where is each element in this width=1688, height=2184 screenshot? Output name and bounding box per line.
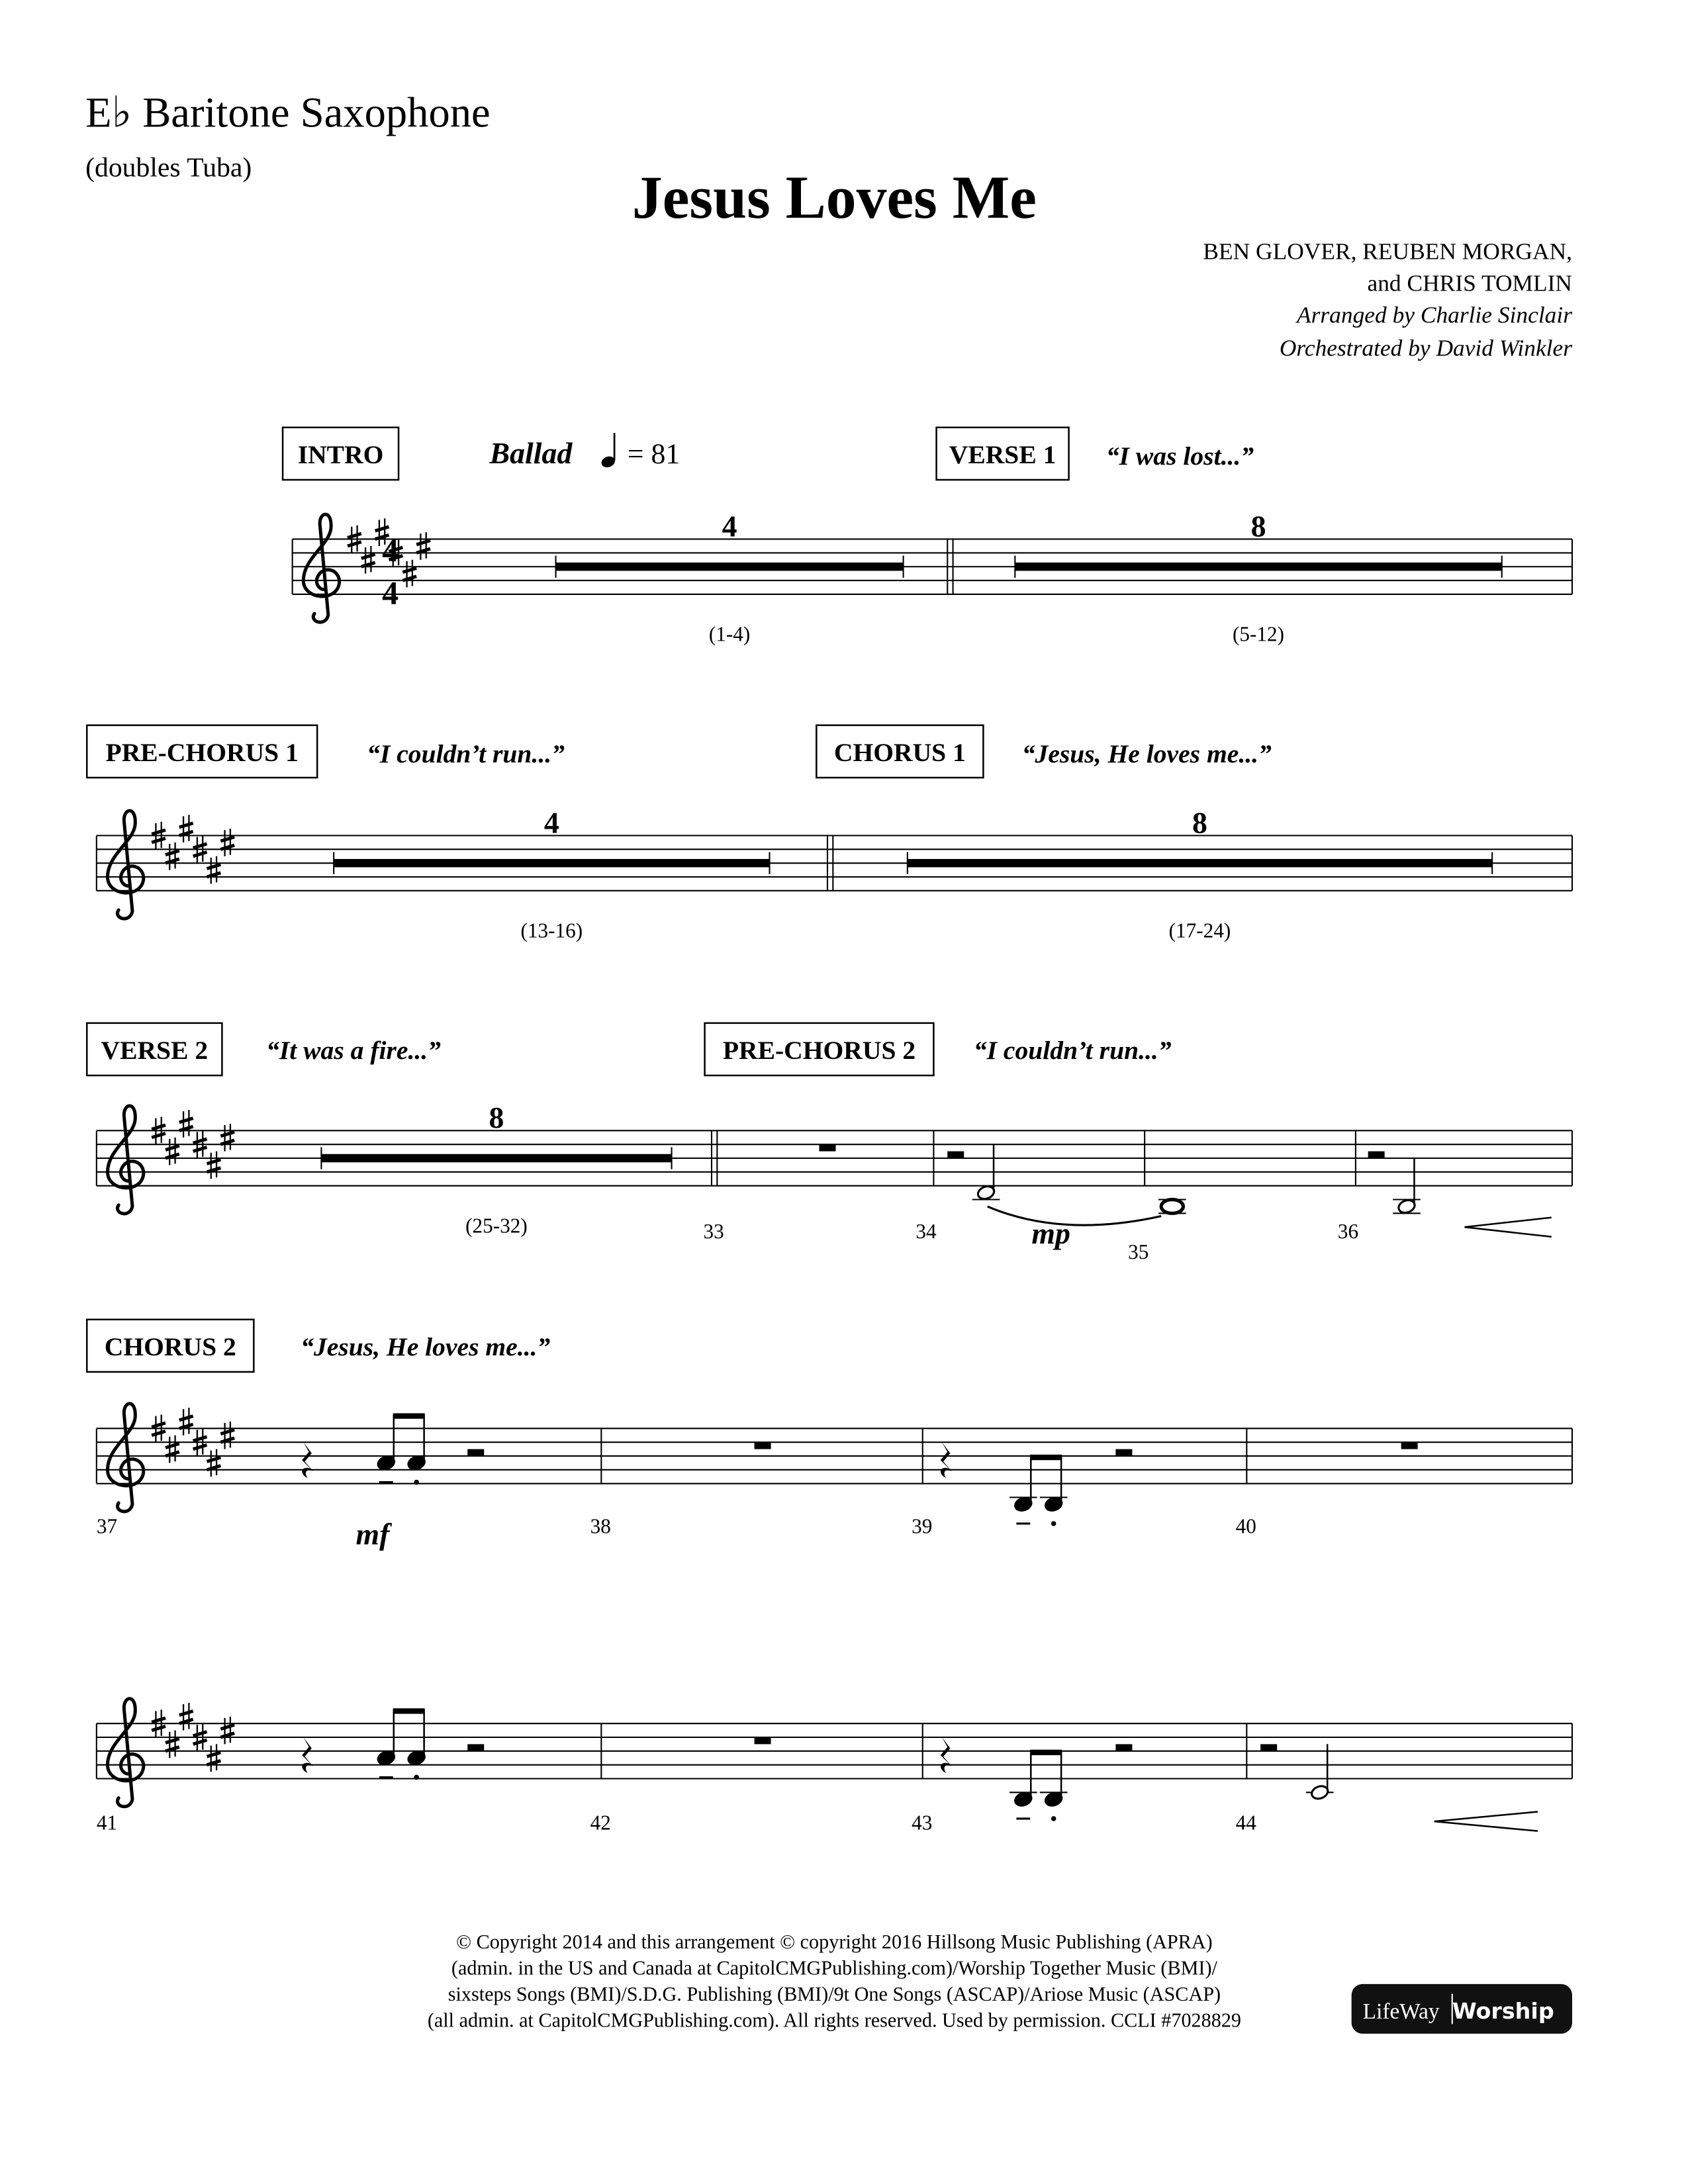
- quarter-rest: [941, 1442, 952, 1478]
- multi-measure-rest: [908, 859, 1492, 868]
- sharp-stroke: [193, 852, 207, 856]
- sharp-icon: [220, 1422, 234, 1449]
- multi-measure-rest: [556, 563, 904, 571]
- half-rest: [1115, 1449, 1132, 1456]
- measure-number: 38: [590, 1514, 611, 1538]
- staccato-mark: [1051, 1816, 1056, 1821]
- sharp-stroke: [193, 1437, 207, 1441]
- crescendo-hairpin: [1465, 1218, 1552, 1237]
- staff: [97, 1404, 1572, 1512]
- sharp-stroke: [152, 1432, 165, 1435]
- section-label: VERSE 1: [949, 440, 1056, 469]
- section-label: INTRO: [297, 440, 384, 469]
- staff: [97, 1106, 1572, 1214]
- sharp-stroke: [207, 1752, 221, 1756]
- sharp-icon: [165, 842, 179, 870]
- section-label: CHORUS 1: [833, 738, 966, 767]
- multi-measure-rest: [334, 859, 769, 868]
- sharp-stroke: [220, 1725, 234, 1729]
- copyright-line: © Copyright 2014 and this arrangement © copyright 2016 Hillsong Music Publishing (APRA): [456, 1930, 1213, 1953]
- sharp-icon: [220, 1124, 234, 1152]
- sharp-stroke: [165, 1443, 179, 1447]
- composers-line1: BEN GLOVER, REUBEN MORGAN,: [1203, 238, 1572, 265]
- half-rest: [947, 1152, 964, 1158]
- sharp-stroke: [220, 1132, 234, 1136]
- sharp-icon: [220, 829, 234, 856]
- section-pre-chorus-2: [705, 1023, 934, 1075]
- sharp-icon: [207, 1152, 221, 1179]
- beam: [393, 1413, 425, 1418]
- rest-count: 8: [489, 1101, 504, 1135]
- sharp-icon: [179, 1408, 193, 1435]
- lyric-cue: “I was lost...”: [1105, 441, 1254, 471]
- section-label: PRE-CHORUS 2: [722, 1036, 916, 1065]
- sharp-icon: [220, 1717, 234, 1745]
- composers-line2: and CHRIS TOMLIN: [1367, 269, 1572, 296]
- lyric-cue: “I couldn’t run...”: [973, 1036, 1172, 1065]
- sharp-icon: [416, 532, 430, 560]
- eighth-note: [1040, 1751, 1068, 1808]
- eighth-note: [406, 1709, 426, 1766]
- half-rest: [467, 1744, 484, 1751]
- dynamic-marking: mp: [1031, 1216, 1070, 1251]
- sharp-stroke: [179, 1416, 193, 1420]
- sharp-stroke: [193, 1147, 207, 1151]
- instrument-doubles: (doubles Tuba): [85, 152, 252, 183]
- section-verse-1: [937, 428, 1069, 480]
- slur: [988, 1206, 1162, 1225]
- sharp-stroke: [193, 1740, 207, 1744]
- notehead: [1161, 1200, 1183, 1214]
- section-intro: [283, 428, 399, 480]
- measure-range: (13-16): [520, 919, 583, 942]
- whole-rest: [755, 1442, 771, 1449]
- logo-worship: Worship: [1452, 1998, 1554, 2025]
- staff: [97, 1699, 1572, 1807]
- eighth-note: [1009, 1751, 1037, 1808]
- sharp-stroke: [361, 555, 375, 559]
- half-note: [1306, 1744, 1334, 1801]
- measure-range: (1-4): [708, 622, 751, 646]
- eighth-note: [377, 1709, 397, 1766]
- measure-range: (5-12): [1233, 622, 1285, 646]
- measure-range: (25-32): [465, 1214, 528, 1238]
- sharp-icon: [207, 1744, 221, 1772]
- sharp-stroke: [402, 568, 416, 572]
- half-note: [972, 1144, 1000, 1201]
- lyric-cue: “It was a fire...”: [266, 1036, 441, 1065]
- measure-number: 37: [96, 1514, 118, 1538]
- arranger-credit: Arranged by Charlie Sinclair: [1297, 301, 1572, 328]
- measure-number: 34: [915, 1219, 937, 1243]
- sharp-icon: [179, 1703, 193, 1731]
- measure-range: (17-24): [1168, 919, 1231, 942]
- tempo-style: Ballad: [489, 436, 573, 471]
- measure-number: 42: [590, 1811, 611, 1835]
- quarter-rest: [941, 1737, 952, 1773]
- sharp-stroke: [152, 1726, 165, 1730]
- measure-number: 36: [1337, 1219, 1359, 1243]
- sharp-stroke: [152, 830, 165, 834]
- dynamic-marking: mf: [355, 1517, 390, 1551]
- staccato-mark: [1051, 1521, 1056, 1526]
- section-pre-chorus-1: [87, 725, 317, 778]
- measure-number: 39: [912, 1514, 933, 1538]
- section-chorus-1: [816, 725, 983, 778]
- section-verse-2: [87, 1023, 222, 1075]
- tempo-bpm: = 81: [627, 438, 680, 471]
- rest-count: 4: [722, 509, 737, 543]
- lyric-cue: “Jesus, He loves me...”: [301, 1332, 551, 1361]
- sharp-stroke: [416, 541, 430, 545]
- sharp-stroke: [193, 1732, 207, 1736]
- sharp-icon: [207, 1449, 221, 1477]
- beam: [393, 1708, 425, 1713]
- page-title: Jesus Loves Me: [632, 163, 1037, 232]
- copyright-line: (all admin. at CapitolCMGPublishing.com). All rights reserved. Used by permission. CCLI #7028829: [427, 2009, 1242, 2032]
- sharp-stroke: [152, 1718, 165, 1722]
- sharp-stroke: [165, 1739, 179, 1743]
- rest-count: 8: [1250, 509, 1266, 543]
- whole-rest: [820, 1144, 836, 1151]
- lyric-cue: “Jesus, He loves me...”: [1021, 739, 1272, 769]
- quarter-rest: [302, 1442, 313, 1478]
- orchestrator-credit: Orchestrated by David Winkler: [1279, 334, 1572, 361]
- sharp-stroke: [152, 1423, 165, 1427]
- sharp-stroke: [179, 823, 193, 827]
- multi-measure-rest: [1015, 563, 1501, 571]
- whole-rest: [755, 1737, 771, 1744]
- eighth-note: [1040, 1456, 1068, 1513]
- sharp-icon: [207, 856, 221, 884]
- half-rest: [1115, 1744, 1132, 1751]
- treble-clef-icon: [108, 1699, 144, 1807]
- sharp-stroke: [207, 864, 221, 868]
- sharp-stroke: [152, 1134, 165, 1138]
- measure-number: 35: [1128, 1240, 1149, 1264]
- measure-number: 44: [1235, 1811, 1256, 1835]
- whole-note: [1158, 1200, 1186, 1214]
- sharp-stroke: [179, 1711, 193, 1715]
- sharp-stroke: [375, 527, 389, 531]
- sharp-stroke: [193, 1445, 207, 1449]
- sharp-stroke: [207, 1160, 221, 1163]
- sharp-icon: [179, 815, 193, 842]
- eighth-note: [406, 1415, 426, 1472]
- sharp-icon: [165, 1138, 179, 1165]
- time-signature-bottom: 4: [382, 574, 399, 612]
- section-label: CHORUS 2: [104, 1332, 236, 1361]
- treble-clef-icon: [303, 514, 339, 622]
- section-label: VERSE 2: [101, 1036, 209, 1065]
- half-rest: [1260, 1744, 1277, 1751]
- measure-number: 43: [912, 1811, 933, 1835]
- copyright-line: (admin. in the US and Canada at CapitolCMGPublishing.com)/Worship Together Music (BMI)/: [451, 1956, 1217, 1979]
- sharp-stroke: [193, 844, 207, 848]
- half-rest: [1368, 1152, 1385, 1158]
- copyright-line: sixsteps Songs (BMI)/S.D.G. Publishing (BMI)/9t One Songs (ASCAP)/Ariose Music (ASCAP): [447, 1982, 1221, 2005]
- sharp-stroke: [152, 839, 165, 842]
- eighth-note: [377, 1415, 397, 1472]
- sharp-stroke: [193, 1139, 207, 1143]
- half-note: [1393, 1158, 1421, 1215]
- lyric-cue: “I couldn’t run...”: [367, 739, 565, 769]
- measure-number: 40: [1235, 1514, 1256, 1538]
- sharp-stroke: [165, 850, 179, 854]
- treble-clef-icon: [108, 811, 144, 919]
- staccato-mark: [414, 1480, 419, 1485]
- staccato-mark: [414, 1775, 419, 1780]
- half-rest: [467, 1449, 484, 1456]
- measure-number: 41: [96, 1811, 118, 1835]
- eighth-note: [1009, 1456, 1037, 1513]
- sharp-stroke: [348, 533, 361, 537]
- instrument-name: E♭ Baritone Saxophone: [85, 88, 491, 136]
- copyright-notice: [428, 1931, 1241, 2032]
- beam: [1030, 1750, 1062, 1755]
- sharp-stroke: [207, 1457, 221, 1461]
- time-signature-top: 4: [382, 531, 399, 569]
- quarter-rest: [302, 1737, 313, 1773]
- section-label: PRE-CHORUS 1: [105, 738, 299, 767]
- sharp-stroke: [348, 542, 361, 546]
- crescendo-hairpin: [1434, 1812, 1538, 1831]
- rest-count: 8: [1192, 805, 1207, 840]
- treble-clef-icon: [108, 1404, 144, 1512]
- sharp-icon: [179, 1110, 193, 1138]
- sharp-icon: [361, 546, 375, 574]
- logo-lifeway: LifeWay: [1362, 1999, 1440, 2025]
- beam: [1030, 1455, 1062, 1460]
- sharp-icon: [165, 1435, 179, 1463]
- quarter-note-icon: [600, 433, 616, 469]
- sharp-stroke: [220, 1430, 234, 1433]
- sharp-stroke: [220, 837, 234, 841]
- sharp-icon: [402, 560, 416, 588]
- section-chorus-2: [87, 1320, 254, 1372]
- rest-count: 4: [543, 805, 559, 840]
- treble-clef-icon: [108, 1106, 144, 1214]
- multi-measure-rest: [321, 1154, 671, 1163]
- sharp-stroke: [179, 1118, 193, 1122]
- sharp-stroke: [152, 1125, 165, 1129]
- measure-number: 33: [703, 1219, 724, 1243]
- music-notation: [87, 428, 1572, 1835]
- whole-rest: [1401, 1442, 1418, 1449]
- sharp-stroke: [165, 1146, 179, 1150]
- lifeway-worship-logo: [1352, 1984, 1572, 2034]
- sharp-icon: [165, 1731, 179, 1758]
